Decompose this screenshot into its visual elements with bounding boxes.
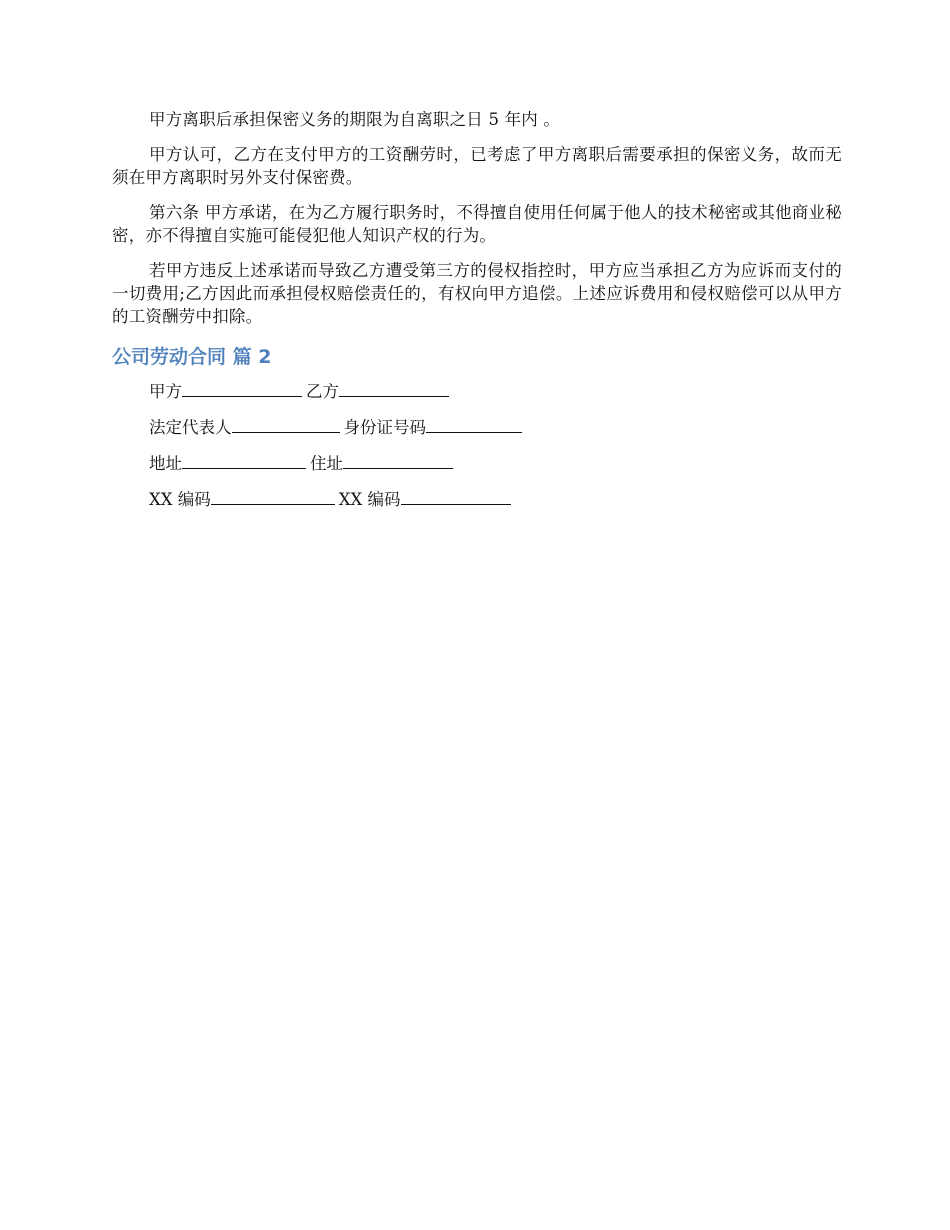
residence-label: 住址 bbox=[310, 454, 343, 473]
paragraph-confidentiality-fee: 甲方认可，乙方在支付甲方的工资酬劳时，已考虑了甲方离职后需要承担的保密义务，故而无须在甲方离职时另外支付保密费。 bbox=[112, 145, 842, 187]
party-b-blank bbox=[339, 380, 449, 397]
section-heading: 公司劳动合同 篇 2 bbox=[112, 346, 272, 368]
form-line-postcode bbox=[112, 488, 842, 511]
paragraph-infringement: 若甲方违反上述承诺而导致乙方遭受第三方的侵权指控时，甲方应当承担乙方为应诉而支付的一切费用;乙方因此而承担侵权赔偿责任的，有权向甲方追偿。上述应诉费用和侵权赔偿可以从甲方的工资酬劳中扣除。 bbox=[112, 261, 842, 326]
document-page bbox=[112, 108, 842, 524]
postcode-b-blank bbox=[401, 488, 511, 505]
postcode-b-label: XX 编码 bbox=[338, 490, 401, 509]
party-a-label: 甲方 bbox=[149, 382, 182, 401]
id-number-label: 身份证号码 bbox=[343, 418, 426, 437]
legal-rep-label: 法定代表人 bbox=[149, 418, 232, 437]
residence-blank bbox=[343, 452, 453, 469]
address-label: 地址 bbox=[149, 454, 182, 473]
party-b-label: 乙方 bbox=[306, 382, 339, 401]
paragraph-article-six: 第六条 甲方承诺，在为乙方履行职务时，不得擅自使用任何属于他人的技术秘密或其他商业秘密，亦不得擅自实施可能侵犯他人知识产权的行为。 bbox=[112, 203, 842, 245]
form-line-representative bbox=[112, 416, 842, 439]
postcode-a-blank bbox=[211, 488, 335, 505]
address-blank bbox=[182, 452, 306, 469]
form-line-parties bbox=[112, 380, 842, 403]
form-line-address bbox=[112, 452, 842, 475]
paragraph-confidentiality-term: 甲方离职后承担保密义务的期限为自离职之日 5 年内 。 bbox=[149, 110, 561, 129]
id-number-blank bbox=[426, 416, 522, 433]
legal-rep-blank bbox=[232, 416, 340, 433]
postcode-a-label: XX 编码 bbox=[149, 490, 211, 509]
party-a-blank bbox=[182, 380, 302, 397]
